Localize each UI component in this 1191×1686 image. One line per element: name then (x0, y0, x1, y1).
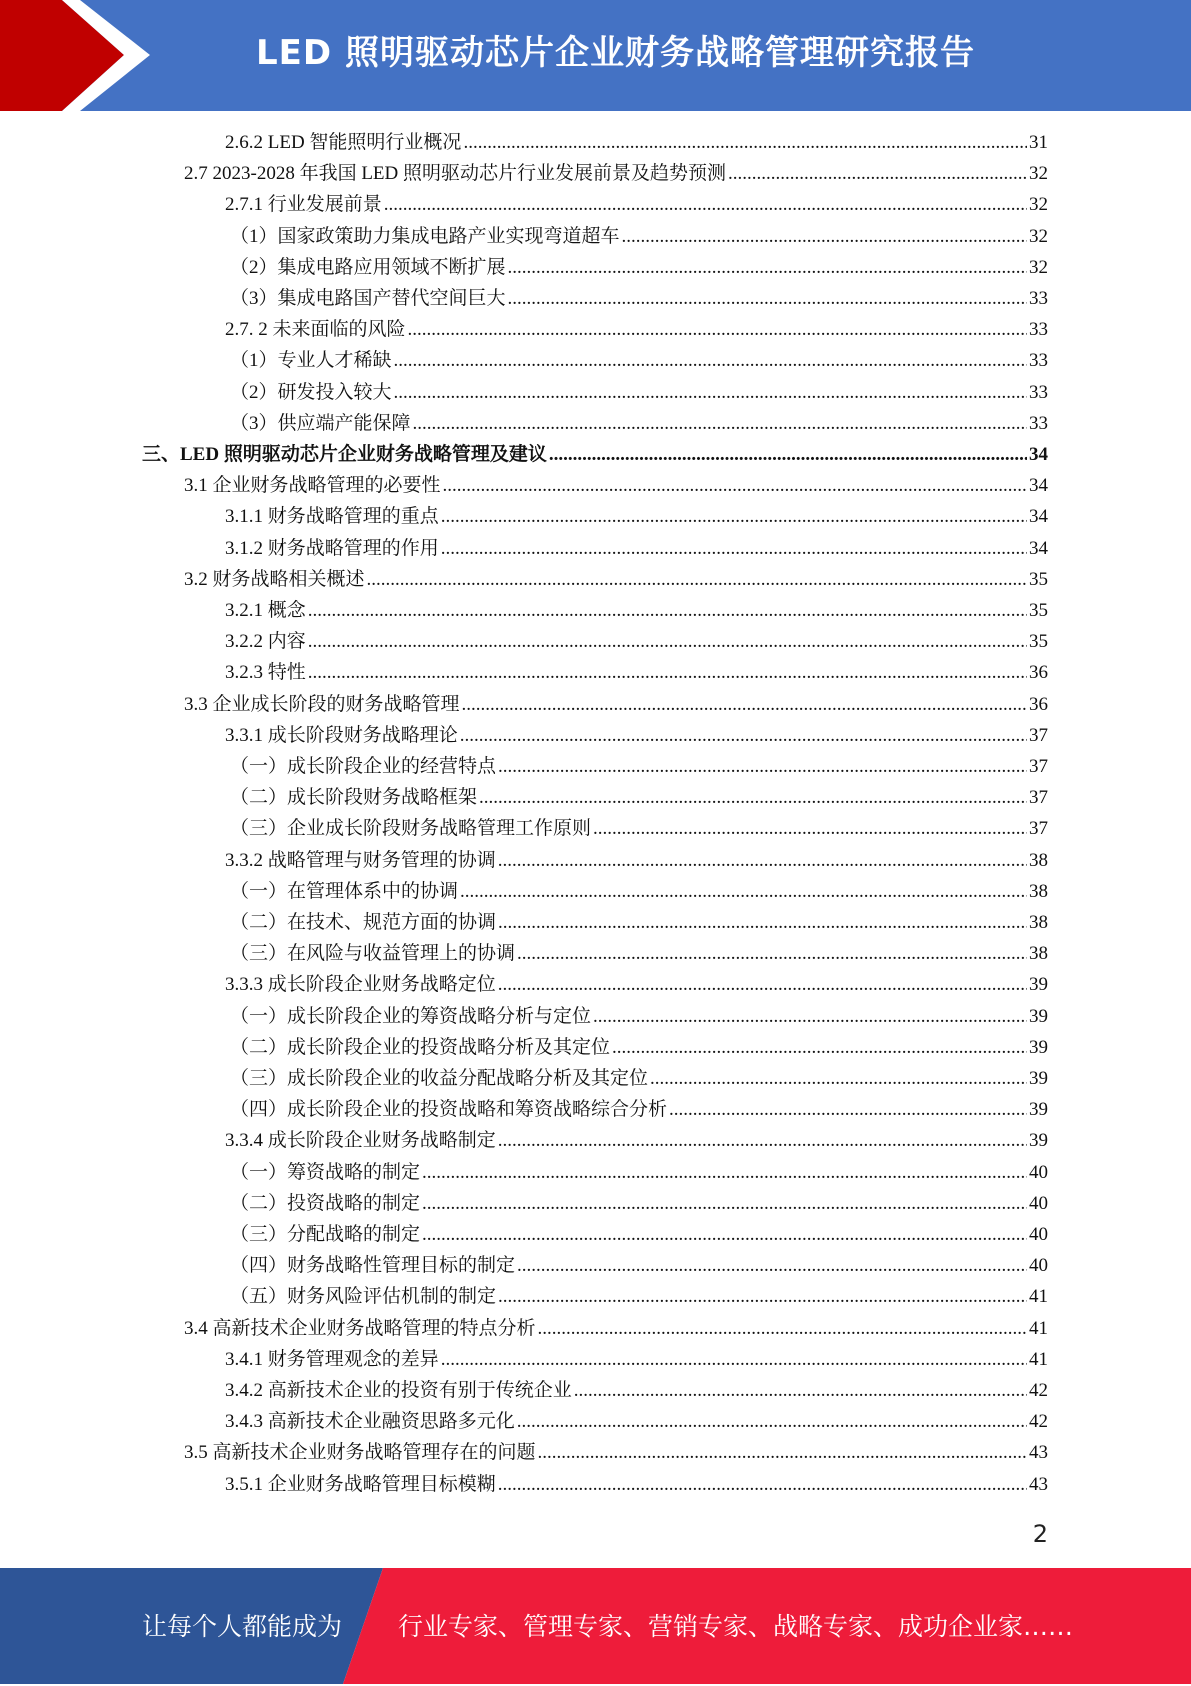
toc-entry-label: （二）成长阶段企业的投资战略分析及其定位 (230, 1037, 611, 1058)
toc-entry-page: 38 (1029, 850, 1048, 871)
toc-entry-page: 33 (1029, 319, 1048, 340)
toc-dot-leader (669, 1094, 1027, 1125)
toc-entry-page: 39 (1029, 974, 1048, 995)
toc-entry-label: （3）集成电路国产替代空间巨大 (230, 288, 506, 309)
toc-entry-label: 3.3.3 成长阶段企业财务战略定位 (225, 974, 496, 995)
toc-dot-leader (593, 813, 1027, 844)
toc-entry-label: （三）在风险与收益管理上的协调 (230, 943, 516, 964)
toc-entry[interactable] (230, 1094, 1048, 1125)
toc-entry[interactable] (225, 533, 1048, 564)
toc-entry-page: 43 (1029, 1474, 1048, 1495)
toc-entry-page: 31 (1029, 132, 1048, 153)
toc-entry-label: 3.3 企业成长阶段的财务战略管理 (184, 694, 460, 715)
toc-dot-leader (517, 938, 1027, 969)
toc-entry[interactable] (225, 127, 1048, 158)
toc-entry-page: 33 (1029, 350, 1048, 371)
toc-entry-label: （三）成长阶段企业的收益分配战略分析及其定位 (230, 1068, 649, 1089)
toc-entry-page: 32 (1029, 257, 1048, 278)
toc-entry-page: 33 (1029, 382, 1048, 403)
toc-entry-label: （1）专业人才稀缺 (230, 350, 392, 371)
toc-dot-leader (498, 1469, 1027, 1500)
toc-entry[interactable] (230, 1157, 1048, 1188)
toc-entry[interactable] (230, 751, 1048, 782)
toc-dot-leader (574, 1375, 1027, 1406)
toc-dot-leader (367, 564, 1027, 595)
toc-entry-page: 34 (1029, 538, 1048, 559)
toc-entry-page: 41 (1029, 1286, 1048, 1307)
page-number: 2 (1032, 1520, 1048, 1548)
toc-entry[interactable] (230, 377, 1048, 408)
toc-dot-leader (612, 1032, 1027, 1063)
toc-dot-leader (498, 845, 1027, 876)
toc-entry[interactable] (230, 1219, 1048, 1250)
toc-dot-leader (422, 1219, 1027, 1250)
toc-entry-label: （二）投资战略的制定 (230, 1193, 421, 1214)
toc-dot-leader (394, 377, 1027, 408)
toc-entry[interactable] (184, 1437, 1048, 1468)
toc-entry[interactable] (184, 564, 1048, 595)
toc-entry[interactable] (230, 1281, 1048, 1312)
toc-dot-leader (308, 626, 1027, 657)
header-arrow-decoration (0, 0, 160, 111)
toc-entry[interactable] (225, 1344, 1048, 1375)
toc-entry-label: （三）分配战略的制定 (230, 1224, 421, 1245)
toc-dot-leader (517, 1250, 1027, 1281)
toc-entry-label: 2.7 2023-2028 年我国 LED 照明驱动芯片行业发展前景及趋势预测 (184, 163, 727, 184)
toc-entry-page: 41 (1029, 1349, 1048, 1370)
toc-entry[interactable] (184, 1313, 1048, 1344)
toc-entry[interactable] (225, 189, 1048, 220)
toc-dot-leader (441, 501, 1027, 532)
toc-entry-label: （3）供应端产能保障 (230, 413, 411, 434)
toc-entry[interactable] (225, 969, 1048, 1000)
toc-entry[interactable] (230, 283, 1048, 314)
toc-entry-label: 3.2.1 概念 (225, 600, 306, 621)
toc-entry[interactable] (230, 1063, 1048, 1094)
toc-entry-page: 40 (1029, 1224, 1048, 1245)
toc-dot-leader (538, 1313, 1027, 1344)
toc-dot-leader (498, 907, 1027, 938)
toc-entry-page: 33 (1029, 413, 1048, 434)
toc-entry-page: 33 (1029, 288, 1048, 309)
toc-entry-page: 39 (1029, 1068, 1048, 1089)
toc-entry-label: （1）国家政策助力集成电路产业实现弯道超车 (230, 226, 620, 247)
toc-entry-label: （四）成长阶段企业的投资战略和筹资战略综合分析 (230, 1099, 668, 1120)
toc-dot-leader (593, 1001, 1027, 1032)
toc-entry-label: 3.2.2 内容 (225, 631, 306, 652)
toc-entry[interactable] (225, 1125, 1048, 1156)
toc-entry-label: 2.7.1 行业发展前景 (225, 194, 382, 215)
toc-entry[interactable] (225, 845, 1048, 876)
toc-entry-label: （二）在技术、规范方面的协调 (230, 912, 497, 933)
toc-entry-page: 42 (1029, 1380, 1048, 1401)
toc-entry[interactable] (184, 470, 1048, 501)
toc-entry-label: （一）在管理体系中的协调 (230, 881, 459, 902)
toc-entry-label: 3.2.3 特性 (225, 662, 306, 683)
toc-entry-page: 43 (1029, 1442, 1048, 1463)
toc-dot-leader (308, 657, 1027, 688)
toc-entry-page: 37 (1029, 818, 1048, 839)
toc-entry-label: 2.7. 2 未来面临的风险 (225, 319, 406, 340)
toc-entry-page: 39 (1029, 1099, 1048, 1120)
toc-entry-page: 40 (1029, 1193, 1048, 1214)
toc-entry[interactable] (230, 221, 1048, 252)
toc-entry-label: （2）集成电路应用领域不断扩展 (230, 257, 506, 278)
toc-entry-page: 35 (1029, 631, 1048, 652)
toc-entry-page: 40 (1029, 1162, 1048, 1183)
toc-dot-leader (441, 533, 1027, 564)
toc-entry[interactable] (225, 314, 1048, 345)
toc-dot-leader (549, 439, 1027, 470)
toc-entry[interactable] (225, 1375, 1048, 1406)
toc-dot-leader (422, 1188, 1027, 1219)
toc-dot-leader (508, 252, 1027, 283)
toc-dot-leader (463, 127, 1027, 158)
toc-entry[interactable] (230, 408, 1048, 439)
toc-entry-label: 3.5.1 企业财务战略管理目标模糊 (225, 1474, 496, 1495)
toc-entry-label: 3.3.4 成长阶段企业财务战略制定 (225, 1130, 496, 1151)
toc-entry-label: 3.3.2 战略管理与财务管理的协调 (225, 850, 496, 871)
toc-entry-label: （五）财务风险评估机制的制定 (230, 1286, 497, 1307)
toc-dot-leader (443, 470, 1027, 501)
toc-entry-page: 32 (1029, 226, 1048, 247)
toc-dot-leader (479, 782, 1027, 813)
footer-slogan-right: 行业专家、管理专家、营销专家、战略专家、成功企业家…… (398, 1612, 1074, 1641)
toc-dot-leader (384, 189, 1027, 220)
toc-entry[interactable] (230, 876, 1048, 907)
toc-dot-leader (460, 720, 1027, 751)
toc-entry-page: 34 (1029, 506, 1048, 527)
toc-entry-label: （2）研发投入较大 (230, 382, 392, 403)
toc-entry-label: （一）成长阶段企业的经营特点 (230, 756, 497, 777)
toc-entry-page: 40 (1029, 1255, 1048, 1276)
toc-entry-page: 41 (1029, 1318, 1048, 1339)
toc-entry-label: 三、LED 照明驱动芯片企业财务战略管理及建议 (142, 444, 547, 465)
toc-entry[interactable] (230, 1250, 1048, 1281)
toc-entry-label: 3.3.1 成长阶段财务战略理论 (225, 725, 458, 746)
toc-entry-page: 35 (1029, 600, 1048, 621)
toc-dot-leader (441, 1344, 1027, 1375)
toc-entry[interactable] (230, 1188, 1048, 1219)
toc-entry-page: 37 (1029, 787, 1048, 808)
toc-entry[interactable] (230, 1032, 1048, 1063)
toc-entry-label: （四）财务战略性管理目标的制定 (230, 1255, 516, 1276)
toc-entry[interactable] (225, 501, 1048, 532)
toc-dot-leader (498, 1125, 1027, 1156)
toc-entry-page: 32 (1029, 194, 1048, 215)
toc-dot-leader (650, 1063, 1027, 1094)
toc-entry[interactable] (225, 595, 1048, 626)
toc-entry[interactable] (230, 782, 1048, 813)
toc-entry[interactable] (225, 626, 1048, 657)
toc-entry-label: 3.2 财务战略相关概述 (184, 569, 365, 590)
toc-entry[interactable] (225, 720, 1048, 751)
toc-entry-label: 3.1 企业财务战略管理的必要性 (184, 475, 441, 496)
toc-entry-label: 2.6.2 LED 智能照明行业概况 (225, 132, 462, 153)
toc-dot-leader (508, 283, 1027, 314)
toc-entry[interactable] (184, 158, 1048, 189)
toc-dot-leader (517, 1406, 1027, 1437)
toc-entry-page: 32 (1029, 163, 1048, 184)
toc-entry-label: 3.4.3 高新技术企业融资思路多元化 (225, 1411, 515, 1432)
toc-entry-page: 39 (1029, 1130, 1048, 1151)
toc-entry[interactable] (225, 1406, 1048, 1437)
toc-entry-label: 3.4.2 高新技术企业的投资有别于传统企业 (225, 1380, 572, 1401)
toc-entry-label: 3.1.1 财务战略管理的重点 (225, 506, 439, 527)
toc-dot-leader (422, 1157, 1027, 1188)
toc-dot-leader (308, 595, 1027, 626)
toc-entry-label: 3.4 高新技术企业财务战略管理的特点分析 (184, 1318, 536, 1339)
toc-entry-page: 38 (1029, 943, 1048, 964)
toc-entry[interactable] (230, 813, 1048, 844)
toc-entry-page: 38 (1029, 881, 1048, 902)
toc-entry-label: （一）筹资战略的制定 (230, 1162, 421, 1183)
toc-dot-leader (498, 1281, 1027, 1312)
toc-dot-leader (394, 345, 1027, 376)
toc-dot-leader (408, 314, 1027, 345)
toc-entry[interactable] (142, 439, 1048, 470)
page-header (0, 0, 1191, 111)
report-title: LED 照明驱动芯片企业财务战略管理研究报告 (256, 33, 975, 73)
toc-dot-leader (728, 158, 1027, 189)
toc-entry-page: 39 (1029, 1006, 1048, 1027)
toc-entry[interactable] (230, 1001, 1048, 1032)
toc-dot-leader (413, 408, 1027, 439)
toc-entry-page: 42 (1029, 1411, 1048, 1432)
toc-entry[interactable] (184, 689, 1048, 720)
toc-entry[interactable] (225, 1469, 1048, 1500)
toc-entry-page: 39 (1029, 1037, 1048, 1058)
toc-dot-leader (460, 876, 1027, 907)
toc-entry-page: 35 (1029, 569, 1048, 590)
toc-entry-label: （一）成长阶段企业的筹资战略分析与定位 (230, 1006, 592, 1027)
toc-entry-label: （三）企业成长阶段财务战略管理工作原则 (230, 818, 592, 839)
toc-entry-page: 36 (1029, 662, 1048, 683)
page-footer (0, 1568, 1191, 1684)
toc-entry[interactable] (230, 345, 1048, 376)
toc-entry-label: 3.4.1 财务管理观念的差异 (225, 1349, 439, 1370)
footer-slogan-left: 让每个人都能成为 (142, 1612, 343, 1641)
toc-entry-page: 37 (1029, 756, 1048, 777)
toc-entry-page: 34 (1029, 475, 1048, 496)
toc-dot-leader (622, 221, 1027, 252)
toc-entry-page: 37 (1029, 725, 1048, 746)
toc-entry[interactable] (230, 907, 1048, 938)
toc-dot-leader (538, 1437, 1027, 1468)
toc-dot-leader (498, 751, 1027, 782)
toc-entry-page: 36 (1029, 694, 1048, 715)
toc-entry[interactable] (225, 657, 1048, 688)
toc-dot-leader (462, 689, 1027, 720)
toc-entry-label: 3.1.2 财务战略管理的作用 (225, 538, 439, 559)
toc-dot-leader (498, 969, 1027, 1000)
toc-entry[interactable] (230, 938, 1048, 969)
toc-entry[interactable] (230, 252, 1048, 283)
toc-entry-label: 3.5 高新技术企业财务战略管理存在的问题 (184, 1442, 536, 1463)
toc-entry-page: 34 (1029, 444, 1048, 465)
toc-entry-page: 38 (1029, 912, 1048, 933)
toc-entry-label: （二）成长阶段财务战略框架 (230, 787, 478, 808)
